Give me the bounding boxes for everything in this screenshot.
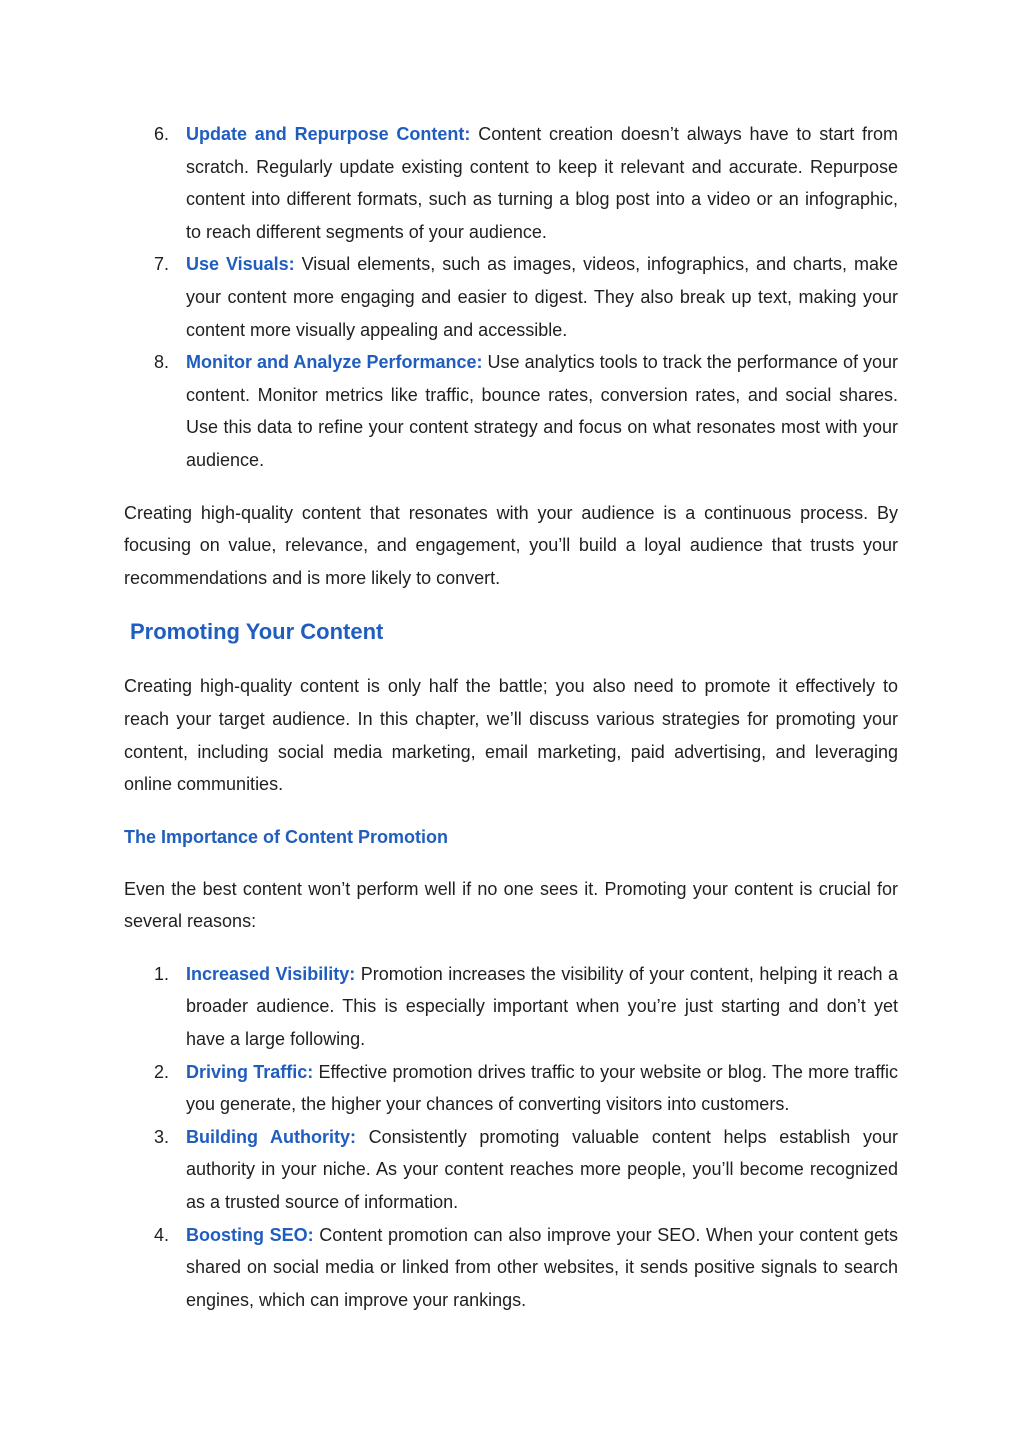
list-text: Content promotion can also improve your SEO. When your content gets shared on social media or linked from other websites, it sends positive signals to search engines, which can improve your rankings. [186, 1224, 898, 1310]
list-item [124, 1121, 898, 1219]
list-item [124, 346, 898, 476]
list-text: Consistently promoting valuable content helps establish your authority in your niche. As your content reaches more people, you’ll become recognized as a trusted source of information. [186, 1126, 898, 1213]
reasons-paragraph: Even the best content won’t perform well if no one sees it. Promoting your content is crucial for several reasons: [124, 878, 898, 932]
list-number: 8. [154, 352, 170, 373]
conclusion-paragraph: Creating high-quality content that resonates with your audience is a continuous process. By focusing on value, relevance, and engagement, you’ll build a loyal audience that trusts your recommendations and is more likely to convert. [124, 502, 898, 588]
list-term: Monitor and Analyze Performance: [186, 352, 483, 373]
numbered-list-top [124, 118, 898, 477]
list-number: 2. [154, 1061, 170, 1082]
list-item [124, 118, 898, 248]
document-page [124, 118, 898, 1316]
list-term: Update and Repurpose Content: [186, 124, 471, 144]
list-text: Effective promotion drives traffic to your website or blog. The more traffic you generate, the higher your chances of converting visitors into customers. [186, 1061, 898, 1115]
list-item [124, 958, 898, 1056]
list-item [124, 1056, 898, 1121]
list-text: Use analytics tools to track the performance of your content. Monitor metrics like traffic, bounce rates, conversion rates, and social shares. Use this data to refine your content strategy and focus on what resonates most with your audience. [186, 352, 899, 470]
list-item [124, 248, 898, 346]
list-term: Driving Traffic: [186, 1061, 314, 1082]
list-term: Building Authority: [186, 1126, 356, 1147]
list-text: Visual elements, such as images, videos, infographics, and charts, make your content more engaging and easier to digest. They also break up text, making your content more visually appealing and accessible. [186, 254, 898, 340]
list-text: Content creation doesn’t always have to start from scratch. Regularly update existing content to keep it relevant and accurate. Repurpose content into different formats, such as turning a blog post into a video or an infographic, to reach different segments of your audience. [186, 124, 898, 242]
list-term: Increased Visibility: [186, 963, 356, 984]
list-number: 6. [154, 124, 170, 144]
list-item [124, 1219, 898, 1317]
section-heading: Promoting Your Content [130, 619, 384, 645]
list-text: Promotion increases the visibility of your content, helping it reach a broader audience. This is especially important when you’re just starting and don’t yet have a large following. [186, 963, 898, 1050]
list-number: 7. [154, 254, 170, 275]
list-term: Use Visuals: [186, 254, 295, 275]
list-number: 3. [154, 1126, 170, 1147]
subsection-heading: The Importance of Content Promotion [124, 826, 448, 847]
numbered-list-bottom [124, 958, 898, 1317]
list-number: 1. [154, 963, 170, 984]
list-number: 4. [154, 1224, 170, 1245]
list-term: Boosting SEO: [186, 1224, 314, 1245]
intro-paragraph: Creating high-quality content is only half the battle; you also need to promote it effectively to reach your target audience. In this chapter, we’ll discuss various strategies for promoting your content, including social media marketing, email marketing, paid advertising, and leveraging online communities. [124, 676, 898, 795]
